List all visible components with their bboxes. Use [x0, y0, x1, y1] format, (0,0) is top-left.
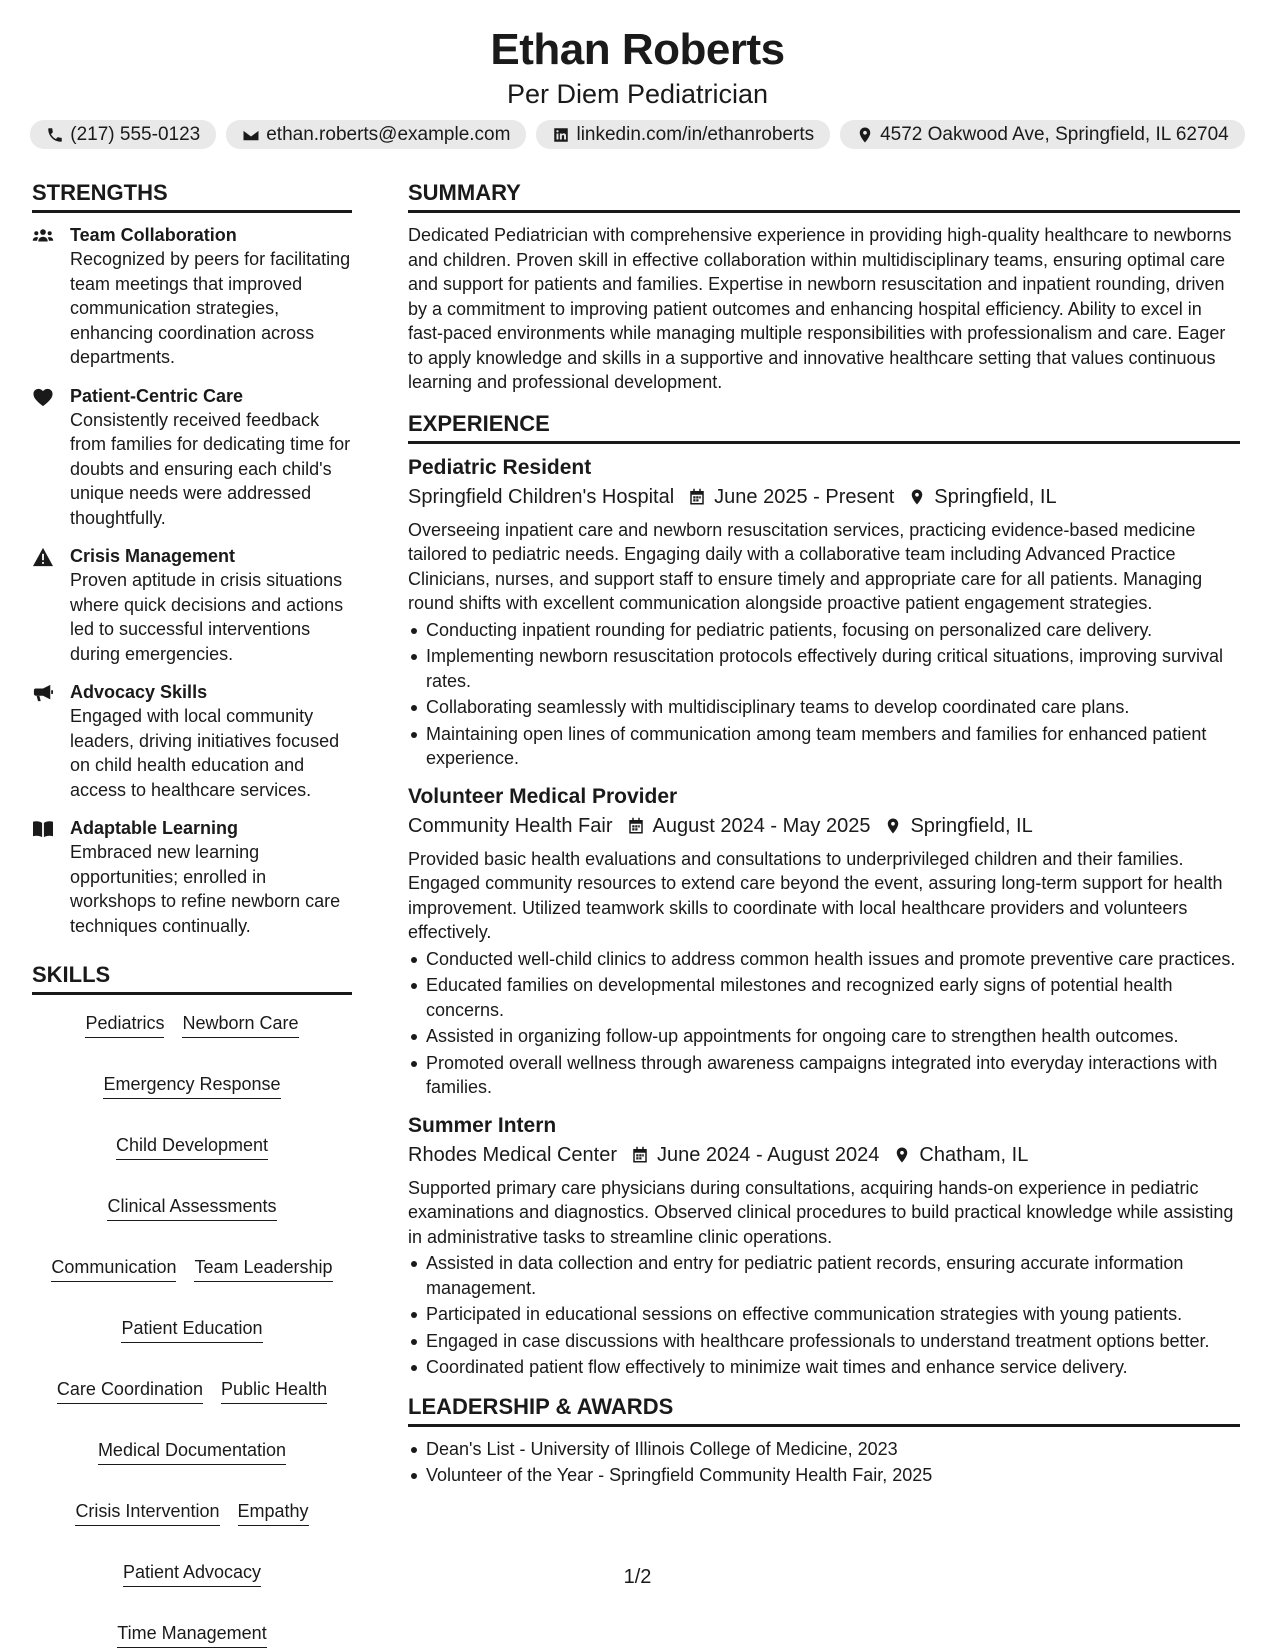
- list-item: Volunteer of the Year - Springfield Community Health Fair, 2025: [408, 1463, 1240, 1488]
- job-bullets: [408, 618, 1240, 771]
- strength-item: [32, 816, 352, 938]
- strength-title: Team Collaboration: [70, 225, 237, 245]
- list-item: Participated in educational sessions on effective communication strategies with young patients.: [408, 1302, 1240, 1327]
- skill-tag: Crisis Intervention: [75, 1499, 219, 1526]
- location-pin-icon: [908, 488, 926, 506]
- job-location: Springfield, IL: [934, 485, 1057, 508]
- strength-desc: Recognized by peers for facilitating team meetings that improved communication strategies, enhancing coordination across departments.: [70, 249, 351, 367]
- job-entry: [408, 454, 1240, 771]
- skill-tag: Child Development: [116, 1133, 268, 1160]
- strength-item: [32, 223, 352, 370]
- job-meta: [408, 482, 1240, 512]
- warning-icon: [32, 547, 54, 567]
- job-role: Volunteer Medical Provider: [408, 784, 678, 808]
- list-item: Assisted in data collection and entry for pediatric patient records, ensuring accurate information management.: [408, 1251, 1240, 1300]
- strength-desc: Consistently received feedback from families for dedicating time for doubts and ensuring each child's unique needs were addressed thoughtfully.: [70, 409, 351, 528]
- phone-icon: [46, 126, 64, 144]
- job-description: Overseeing inpatient care and newborn resuscitation services, practicing evidence-based medicine tailored to pediatric needs. Engaging daily with a collaborative team including Advanced Practice Clinicians, nurses, and support staff to ensure timely and appropriate care for all patients. Managing round shifts with excellent communication alongside proactive patient engagement strategies.: [408, 519, 1203, 613]
- list-item: Coordinated patient flow effectively to minimize wait times and enhance service delivery.: [408, 1355, 1240, 1380]
- skill-tag: Pediatrics: [85, 1011, 164, 1038]
- megaphone-icon: [32, 683, 54, 703]
- skill-tag: Time Management: [117, 1621, 266, 1648]
- leadership-heading: LEADERSHIP & AWARDS: [408, 1392, 1240, 1427]
- job-description: Provided basic health evaluations and consultations to underprivileged children and their families. Engaged community resources to extend care beyond the event, assuring long-term support for health improvement. Utilized teamwork skills to coordinate with local healthcare providers and volunteers effectively.: [408, 848, 1223, 942]
- contact-linkedin-text: linkedin.com/in/ethanroberts: [576, 123, 815, 145]
- contact-email[interactable]: [226, 120, 526, 149]
- book-open-icon: [32, 819, 54, 839]
- calendar-icon: [688, 488, 706, 506]
- job-role: Pediatric Resident: [408, 455, 592, 479]
- job-description: Supported primary care physicians during consultations, acquiring hands-on experience in pediatric examinations and diagnostics. Observed clinical procedures to build practical knowledge while assisting in administrative tasks to streamline clinic operations.: [408, 1177, 1234, 1247]
- job-org: Rhodes Medical Center: [408, 1143, 617, 1166]
- job-meta: [408, 1140, 1240, 1170]
- skill-tag: Empathy: [238, 1499, 309, 1526]
- candidate-name: Ethan Roberts: [490, 25, 785, 74]
- job-bullets: [408, 947, 1240, 1100]
- job-org: Springfield Children's Hospital: [408, 485, 675, 508]
- list-item: Assisted in organizing follow-up appointments for ongoing care to strengthen health outcomes.: [408, 1024, 1240, 1049]
- location-pin-icon: [884, 817, 902, 835]
- list-item: Maintaining open lines of communication among team members and families for enhanced patient experience.: [408, 722, 1240, 771]
- job-dates: June 2025 - Present: [714, 485, 895, 508]
- list-item: Promoted overall wellness through awareness campaigns integrated into everyday interactions with families.: [408, 1051, 1240, 1100]
- strength-desc: Embraced new learning opportunities; enrolled in workshops to refine newborn care techniques continually.: [70, 842, 341, 936]
- strength-item: [32, 544, 352, 666]
- summary-text: Dedicated Pediatrician with comprehensive experience in providing high-quality healthcare to newborns and children. Proven skill in effective collaboration within multidisciplinary teams, ensuring optimal care and support for patients and families. Expertise in newborn resuscitation and inpatient rounding, driven by a commitment to improving patient outcomes and enhancing hospital efficiency. Ability to excel in fast-paced environments while managing multiple responsibilities with professionalism and care. Eager to apply knowledge and skills in a supportive and innovative healthcare setting that values continuous learning and professional development.: [408, 225, 1232, 392]
- envelope-icon: [242, 126, 260, 144]
- strength-item: [32, 680, 352, 802]
- heart-icon: [32, 387, 54, 407]
- skill-tag: Medical Documentation: [98, 1438, 286, 1465]
- summary-heading: SUMMARY: [408, 178, 1240, 213]
- strength-title: Adaptable Learning: [70, 818, 239, 838]
- list-item: Educated families on developmental milestones and recognized early signs of potential health concerns.: [408, 973, 1240, 1022]
- candidate-title: Per Diem Pediatrician: [506, 79, 769, 109]
- skill-tag: Emergency Response: [103, 1072, 280, 1099]
- skill-tag: Team Leadership: [194, 1255, 332, 1282]
- resume-header: [0, 0, 1275, 149]
- skill-tag: Newborn Care: [182, 1011, 298, 1038]
- list-item: Dean's List - University of Illinois College of Medicine, 2023: [408, 1437, 1240, 1462]
- skill-tag: Care Coordination: [57, 1377, 203, 1404]
- job-entry: [408, 783, 1240, 1100]
- job-role: Summer Intern: [408, 1113, 557, 1137]
- users-icon: [32, 226, 54, 246]
- job-bullets: [408, 1251, 1240, 1380]
- strength-title: Patient-Centric Care: [70, 385, 244, 406]
- list-item: Engaged in case discussions with healthcare professionals to understand treatment options better.: [408, 1329, 1240, 1354]
- list-item: Collaborating seamlessly with multidisciplinary teams to develop coordinated care plans.: [408, 695, 1240, 720]
- job-dates: June 2024 - August 2024: [657, 1143, 880, 1166]
- skill-tag: Patient Advocacy: [123, 1560, 261, 1587]
- strength-item: [32, 384, 352, 531]
- location-pin-icon: [893, 1146, 911, 1164]
- job-org: Community Health Fair: [408, 814, 613, 837]
- strength-title: Advocacy Skills: [70, 682, 208, 702]
- job-meta: [408, 811, 1240, 841]
- contact-address-text: 4572 Oakwood Ave, Springfield, IL 62704: [880, 123, 1229, 145]
- strength-title: Crisis Management: [70, 546, 236, 566]
- strength-desc: Proven aptitude in crisis situations where quick decisions and actions led to successful interventions during emergencies.: [70, 570, 344, 664]
- skill-tag: Public Health: [221, 1377, 327, 1404]
- skill-tag: Clinical Assessments: [107, 1194, 276, 1221]
- experience-heading: EXPERIENCE: [408, 409, 1240, 444]
- leadership-list: [408, 1437, 1240, 1488]
- contact-email-text: ethan.roberts@example.com: [266, 123, 511, 145]
- left-column: [32, 178, 352, 1648]
- strength-desc: Engaged with local community leaders, driving initiatives focused on child health education and access to healthcare services.: [70, 706, 340, 800]
- list-item: Implementing newborn resuscitation protocols effectively during critical situations, improving survival rates.: [408, 644, 1240, 693]
- list-item: Conducting inpatient rounding for pediatric patients, focusing on personalized care delivery.: [408, 618, 1240, 643]
- calendar-icon: [627, 817, 645, 835]
- contact-phone[interactable]: [30, 120, 216, 149]
- contact-phone-text: (217) 555-0123: [70, 123, 201, 145]
- contact-bar: [0, 120, 1275, 149]
- skills-list: [32, 1005, 352, 1648]
- contact-address: [840, 120, 1245, 149]
- calendar-icon: [631, 1146, 649, 1164]
- right-column: [408, 178, 1240, 1488]
- job-entry: [408, 1112, 1240, 1380]
- list-item: Conducted well-child clinics to address common health issues and promote preventive care practices.: [408, 947, 1240, 972]
- job-dates: August 2024 - May 2025: [652, 814, 871, 837]
- page-number: 1/2: [623, 1566, 652, 1588]
- job-location: Chatham, IL: [919, 1143, 1029, 1166]
- skill-tag: Communication: [51, 1255, 176, 1282]
- skill-tag: Patient Education: [121, 1316, 262, 1343]
- linkedin-icon: [552, 126, 570, 144]
- job-location: Springfield, IL: [910, 814, 1033, 837]
- location-pin-icon: [856, 126, 874, 144]
- strengths-heading: STRENGTHS: [32, 178, 352, 213]
- contact-linkedin[interactable]: [536, 120, 830, 149]
- skills-heading: SKILLS: [32, 960, 352, 995]
